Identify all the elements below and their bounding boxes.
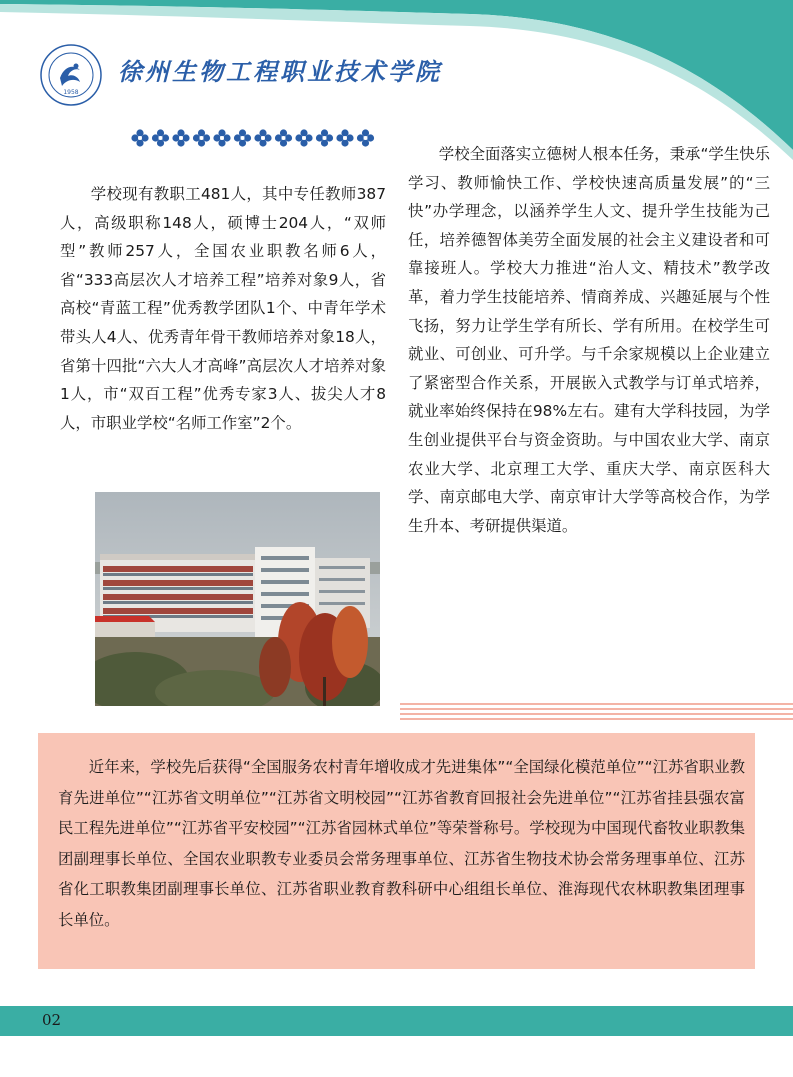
page-number: 02	[42, 1011, 62, 1029]
ornament-flower	[131, 129, 148, 146]
school-emblem-logo	[40, 44, 102, 106]
decorative-stripes	[400, 701, 793, 723]
ornament-flower	[152, 129, 169, 146]
ornament-flower	[172, 129, 189, 146]
mission-paragraph: 学校全面落实立德树人根本任务，秉承“学生快乐学习、教师愉快工作、学校快速高质量发展”的“三快”办学理念，以涵养学生人文、提升学生技能为己任，培养德智体美劳全面发展的社会主义建设者和可靠接班人。学校大力推进“治人文、精技术”教学改革，着力学生技能培养、情商养成、兴趣延展与个性飞扬，努力让学生学有所长、学有所用。在校学生可就业、可创业、可升学。与千余家规模以上企业建立了紧密型合作关系，开展嵌入式教学与订单式培养，就业率始终保持在98%左右。建有大学科技园，为学生创业提供平台与资金资助。与中国农业大学、南京农业大学、北京理工大学、重庆大学、南京医科大学、南京邮电大学、南京审计大学等高校合作，为学生升本、考研提供渠道。	[408, 145, 770, 535]
floral-ornament-divider	[130, 126, 380, 150]
footer-bar	[0, 1006, 793, 1036]
emblem-year: 1958	[63, 89, 79, 96]
ornament-flower	[213, 129, 230, 146]
campus-building-photo	[95, 492, 380, 706]
ornament-flower	[295, 129, 312, 146]
ornament-flower	[316, 129, 333, 146]
ornament-flower	[234, 129, 251, 146]
ornament-flower	[336, 129, 353, 146]
ornament-flower	[357, 129, 374, 146]
ornament-flower	[193, 129, 210, 146]
ornament-flower	[254, 129, 271, 146]
ornament-flower	[275, 129, 292, 146]
school-name-title: 徐州生物工程职业技术学院	[118, 57, 442, 86]
honors-paragraph: 近年来，学校先后获得“全国服务农村青年增收成才先进集体”“全国绿化模范单位”“江苏省职业教育先进单位”“江苏省文明单位”“江苏省文明校园”“江苏省教育回报社会先进单位”“江苏省挂县强农富民工程先进单位”“江苏省平安校园”“江苏省园林式单位”等荣誉称号。学校现为中国现代畜牧业职教集团副理事长单位、全国农业职教专业委员会常务理事单位、江苏省生物技术协会常务理事单位、江苏省化工职教集团副理事长单位、江苏省职业教育教科研中心组组长单位、淮海现代农林职教集团理事长单位。	[58, 758, 745, 929]
staff-paragraph: 学校现有教职工481人，其中专任教师387人，高级职称148人，硕博士204人，“双师型”教师257人，全国农业职教名师6人，省“333高层次人才培养工程”培养对象9人，省高校“青蓝工程”优秀教学团队1个、中青年学术带头人4人、优秀青年骨干教师培养对象18人，省第十四批“六大人才高峰”高层次人才培养对象1人，市“双百工程”优秀专家3人、拔尖人才8人，市职业学校“名师工作室”2个。	[60, 185, 386, 432]
